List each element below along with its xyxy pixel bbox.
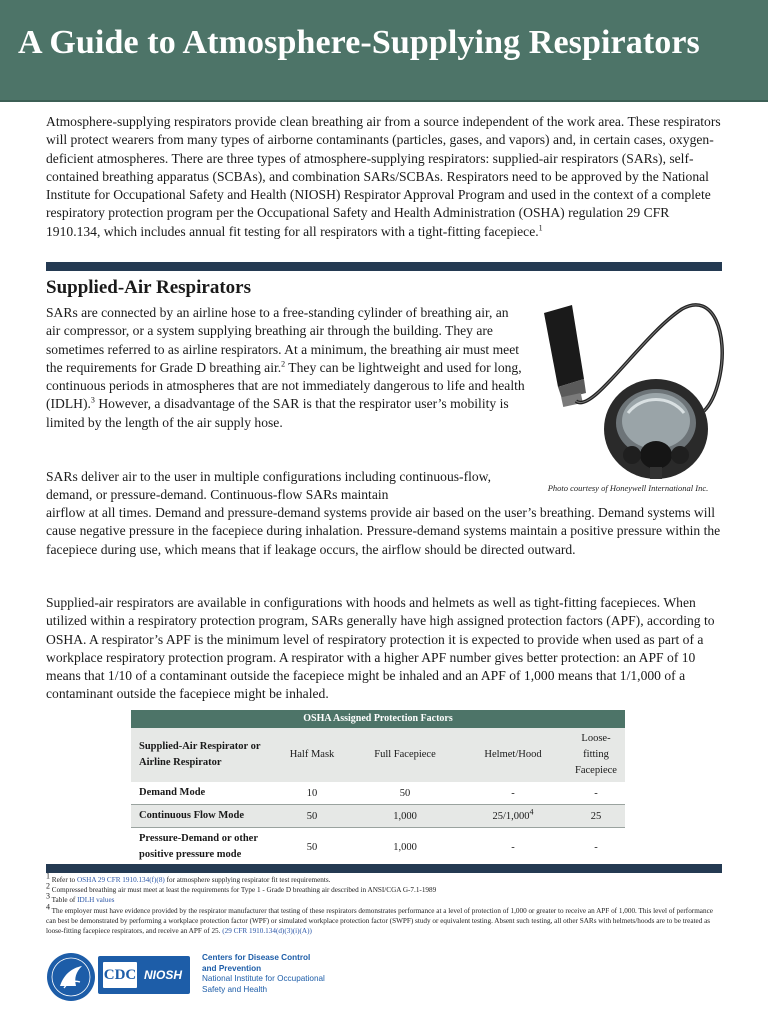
col-header-helmet-hood: Helmet/Hood [459,728,567,782]
hose-strap-icon [544,305,586,407]
footnote-divider [46,864,722,873]
footnote-number: 4 [46,902,50,912]
cell-helmet-hood [459,805,567,828]
organization-name [202,953,382,995]
footnote-ref-4[interactable]: 4 [529,807,534,816]
cdc-niosh-logo [98,956,190,994]
sar-paragraph-3: Supplied-air respirators are available in configurations with hoods and helmets as well as tight-fitting facepieces. When utilized within a respiratory protection program, SARs generally have high assigned protection factors (APF), according to OSHA. A respirator’s APF is the minimum level of respiratory protection it is expected to provide when used as part of a workplace respiratory protection program. A respirator with a higher APF number gives better protection: an APF of 10 means that 1/10 of a contaminant outside the facepiece might be inhaled and an APF of 1,000 means that 1/1,000 of a contaminant outside the facepiece might be inhaled. [46,595,715,702]
footnote-ref-2[interactable]: 2 [281,359,286,369]
sar-p1-text-c: However, a disadvantage of the SAR is that the respirator user’s mobility is limited by the length of the air supply hose. [46,396,509,430]
footnote-2 [46,881,716,895]
footnote-ref-1[interactable]: 1 [538,223,543,233]
org-line: and Prevention [202,963,262,973]
full-facepiece-mask-icon [604,379,708,479]
sar-paragraph-2-end: airflow at all times. Demand and pressure-demand systems provide air based on the user’s breathing. Demand systems will cause negative pressure in the facepiece during inhalation. Pressure-demand systems maintain a positive pressure within the facepiece during use, which means that if leakage occurs, the airflow should be directed outward. [46,505,721,557]
row-label: Continuous Flow Mode [139,810,245,821]
table-row [131,805,625,828]
org-line: National Institute for Occupational [202,974,325,984]
col-header-type: Supplied-Air Respirator or Airline Respirator [131,728,273,782]
cell-helmet-value: 25/1,000 [492,810,530,822]
sar-p1-text-a: SARs are connected by an airline hose to a free-standing cylinder of breathing air, an air compressor, or a system supplying breathing air through the building. They are sometimes referred to as airline respirators. At a minimum, the breathing air must meet the requirements for Grade D breathing air. [46,305,519,375]
photo-credit: Photo courtesy of Honeywell International Inc. [547,483,709,493]
cell-half-mask: 10 [306,787,318,799]
table-row [131,828,625,867]
table-row [131,782,625,805]
apf-table-header-row [131,728,625,782]
footnote-ref-3[interactable]: 3 [90,395,95,405]
cell-half-mask: 50 [306,810,318,822]
footnote-text: Table of [50,896,78,905]
cell-loose-fitting: - [594,787,598,799]
respirator-photo [532,295,728,481]
section-title: Supplied-Air Respirators [46,277,251,298]
cell-helmet-hood: - [511,787,515,799]
niosh-logo: NIOSH [143,968,182,982]
section-divider [46,262,722,271]
cell-full-facepiece: 50 [399,787,411,799]
cell-helmet-hood: - [511,841,515,853]
page-title: A Guide to Atmosphere-Supplying Respirators [18,24,700,61]
footnote-text: Compressed breathing air must meet at least the requirements for Type 1 - Grade D breathing air described in ANSI/CGA G-7.1-1989 [50,886,437,895]
cell-full-facepiece: 1,000 [393,841,417,853]
footnote-text: The employer must have evidence provided by the respirator manufacturer that testing of these respirators demonstrates performance at a level of protection of 1,000 or greater to receive an APF of 1,000. This level of performance can best be demonstrated by performing a workplace protection factor (WPF) or simulated workplace protection factor (SWPF) study or equivalent testing. Absent such testing, all other SARs with helmets/hoods are to be treated as loose-fitting facepiece respirators, and receive an APF of 25. [46,906,713,936]
col-header-half-mask: Half Mask [273,728,351,782]
sar-paragraph-1 [46,304,526,432]
intro-text: Atmosphere-supplying respirators provide clean breathing air from a source independent of the work area. These respirators will protect wearers from many types of airborne contaminants (particles, gases, and vapors) and, in certain cases, oxygen-deficient atmospheres. There are three types of atmosphere-supplying respirators: supplied-air respirators (SARs), self-contained breathing apparatus (SCBAs), and combination SARs/SCBAs. Respirators need to be approved by the National Institute for Occupational Safety and Health (NIOSH) Respirator Approval Program and used in the context of a complete respiratory protection program per the Occupational Safety and Health Administration (OSHA) regulation 29 CFR 1910.134, which includes annual fit testing for all respirators with a tight-fitting facepiece. [46,114,721,239]
sar-paragraph-2-start: SARs deliver air to the user in multiple configurations including continuous-flow, demand, or pressure-demand. Continuous-flow SARs maintain [46,469,491,503]
footnote-4 [46,902,716,937]
cell-loose-fitting: 25 [590,810,602,822]
row-label: Pressure-Demand or other positive pressure mode [139,833,258,860]
osha-fit-test-link[interactable]: OSHA 29 CFR 1910.134(f)(8) [76,876,165,884]
title-banner [0,0,768,102]
cell-loose-fitting: - [594,841,598,853]
idlh-values-link[interactable]: IDLH values [77,896,115,905]
footnote-number: 3 [46,892,50,902]
footnote-number: 1 [46,871,50,881]
col-header-full-facepiece: Full Facepiece [351,728,459,782]
cdc-logo: CDC [103,962,137,988]
footnote-1 [46,871,716,885]
intro-paragraph [46,113,722,241]
footnote-3 [46,892,716,905]
sar-p1-text-b: They can be lightweight and used for long, continuous periods in atmospheres that are not immediately dangerous to life and health (IDLH). [46,359,525,412]
footnote-number: 2 [46,881,50,891]
cell-half-mask: 50 [306,841,318,853]
col-header-loose-fitting: Loose-fitting Facepiece [567,728,625,782]
row-label: Demand Mode [139,787,206,798]
org-line: Centers for Disease Control [202,953,311,962]
org-line: Safety and Health [202,984,268,994]
footnotes [46,871,716,936]
apf-table [131,710,625,867]
footnote-text: for atmosphere supplying respirator fit test requirements. [164,876,331,884]
apf-table-caption: OSHA Assigned Protection Factors [131,710,625,728]
cell-full-facepiece: 1,000 [393,810,417,822]
hhs-seal-icon [46,952,96,1002]
footnote-text: Refer to [50,876,77,884]
osha-apf-link[interactable]: (29 CFR 1910.134(d)(3)(i)(A)) [222,927,312,936]
